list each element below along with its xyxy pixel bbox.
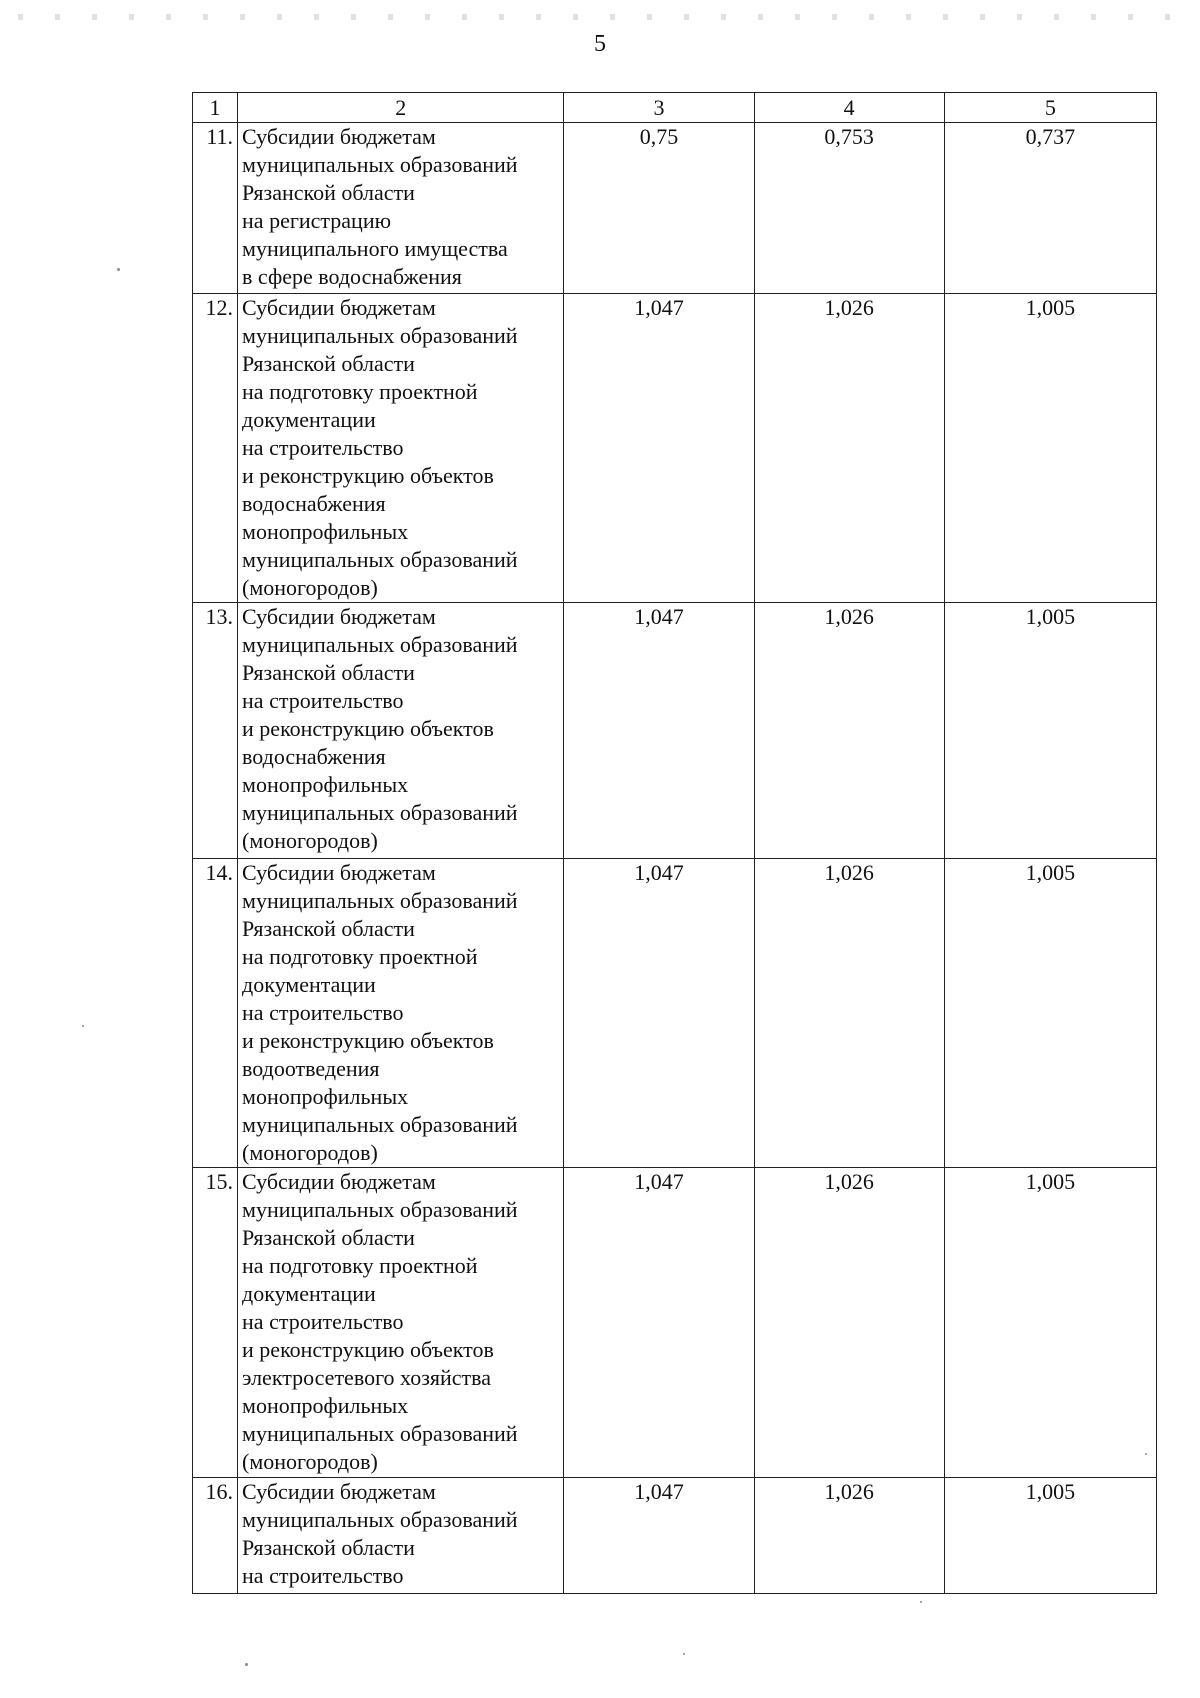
row-name-line: (моногородов) (242, 1449, 378, 1474)
table-header-row (193, 93, 1157, 123)
scan-speck (82, 1025, 84, 1027)
row-name (238, 1168, 564, 1478)
scan-speck (117, 268, 120, 271)
row-name-line: Рязанской области (242, 916, 415, 941)
row-value-col3: 1,047 (564, 294, 754, 603)
row-name-line: Рязанской области (242, 1535, 415, 1560)
row-value-col3: 1,047 (564, 603, 754, 859)
row-number: 13. (193, 603, 238, 859)
row-name-line: водоотведения (242, 1056, 380, 1081)
header-cell-5: 5 (944, 93, 1156, 123)
row-name (238, 123, 564, 294)
row-name-line: муниципальных образований (242, 547, 518, 572)
table-row (193, 603, 1157, 859)
row-name-line: на строительство (242, 1563, 404, 1588)
row-name-line: (моногородов) (242, 1140, 378, 1165)
row-name-line: и реконструкцию объектов (242, 716, 494, 741)
row-name-line: Субсидии бюджетам (242, 860, 436, 885)
row-value-col5: 1,005 (944, 1168, 1156, 1478)
row-value-col5: 1,005 (944, 1478, 1156, 1594)
row-value-col3: 1,047 (564, 1168, 754, 1478)
header-cell-1: 1 (193, 93, 238, 123)
row-name-line: Субсидии бюджетам (242, 604, 436, 629)
row-number: 16. (193, 1478, 238, 1594)
row-value-col3: 1,047 (564, 859, 754, 1168)
scan-speck (1145, 1453, 1147, 1455)
row-name-line: монопрофильных (242, 772, 409, 797)
row-value-col4: 1,026 (754, 1478, 944, 1594)
header-cell-4: 4 (754, 93, 944, 123)
row-value-col5: 1,005 (944, 294, 1156, 603)
row-name (238, 1478, 564, 1594)
row-number: 12. (193, 294, 238, 603)
scan-speck (920, 1601, 922, 1603)
row-name-line: муниципальных образований (242, 1421, 518, 1446)
table-row (193, 859, 1157, 1168)
row-name-line: (моногородов) (242, 575, 378, 600)
row-name-line: муниципальных образований (242, 1197, 518, 1222)
row-name-line: и реконструкцию объектов (242, 1028, 494, 1053)
row-value-col4: 1,026 (754, 1168, 944, 1478)
row-name-line: муниципальных образований (242, 888, 518, 913)
row-value-col4: 1,026 (754, 603, 944, 859)
row-name-line: электросетевого хозяйства (242, 1365, 492, 1390)
page-number: 5 (594, 31, 606, 57)
row-name-line: документации (242, 407, 376, 432)
row-name-line: муниципальных образований (242, 152, 518, 177)
subsidy-table (192, 92, 1157, 1594)
row-number: 15. (193, 1168, 238, 1478)
row-name-line: монопрофильных (242, 1084, 409, 1109)
row-value-col3: 0,75 (564, 123, 754, 294)
row-name-line: водоснабжения (242, 491, 386, 516)
row-name-line: монопрофильных (242, 1393, 409, 1418)
row-name (238, 603, 564, 859)
row-name-line: на подготовку проектной (242, 379, 478, 404)
row-name-line: Субсидии бюджетам (242, 1479, 436, 1504)
row-name-line: (моногородов) (242, 828, 378, 853)
row-name-line: Рязанской области (242, 1225, 415, 1250)
row-name-line: документации (242, 972, 376, 997)
row-name (238, 859, 564, 1168)
header-cell-2: 2 (238, 93, 564, 123)
row-name-line: на подготовку проектной (242, 1253, 478, 1278)
row-name-line: Субсидии бюджетам (242, 295, 436, 320)
row-name-line: на строительство (242, 1000, 404, 1025)
row-name-line: муниципального имущества (242, 236, 508, 261)
row-name (238, 294, 564, 603)
row-name-line: и реконструкцию объектов (242, 463, 494, 488)
row-value-col5: 0,737 (944, 123, 1156, 294)
row-name-line: на строительство (242, 435, 404, 460)
table-row (193, 1168, 1157, 1478)
row-value-col4: 1,026 (754, 294, 944, 603)
scan-edge-artifact (0, 14, 1200, 20)
row-name-line: муниципальных образований (242, 323, 518, 348)
table-row (193, 294, 1157, 603)
table-row (193, 123, 1157, 294)
row-name-line: Рязанской области (242, 660, 415, 685)
row-name-line: водоснабжения (242, 744, 386, 769)
row-name-line: в сфере водоснабжения (242, 264, 462, 289)
row-name-line: муниципальных образований (242, 800, 518, 825)
row-name-line: муниципальных образований (242, 1507, 518, 1532)
row-number: 11. (193, 123, 238, 294)
row-number: 14. (193, 859, 238, 1168)
row-name-line: Рязанской области (242, 180, 415, 205)
row-name-line: на строительство (242, 1309, 404, 1334)
row-value-col3: 1,047 (564, 1478, 754, 1594)
row-name-line: муниципальных образований (242, 1112, 518, 1137)
row-name-line: на строительство (242, 688, 404, 713)
row-name-line: документации (242, 1281, 376, 1306)
row-name-line: Субсидии бюджетам (242, 1169, 436, 1194)
row-name-line: муниципальных образований (242, 632, 518, 657)
row-value-col5: 1,005 (944, 859, 1156, 1168)
row-name-line: монопрофильных (242, 519, 409, 544)
row-value-col4: 1,026 (754, 859, 944, 1168)
header-cell-3: 3 (564, 93, 754, 123)
row-value-col5: 1,005 (944, 603, 1156, 859)
table-row (193, 1478, 1157, 1594)
row-name-line: Рязанской области (242, 351, 415, 376)
row-name-line: на регистрацию (242, 208, 392, 233)
row-name-line: Субсидии бюджетам (242, 124, 436, 149)
row-name-line: и реконструкцию объектов (242, 1337, 494, 1362)
scan-speck (245, 1663, 248, 1666)
row-name-line: на подготовку проектной (242, 944, 478, 969)
row-value-col4: 0,753 (754, 123, 944, 294)
scan-speck (683, 1653, 685, 1655)
